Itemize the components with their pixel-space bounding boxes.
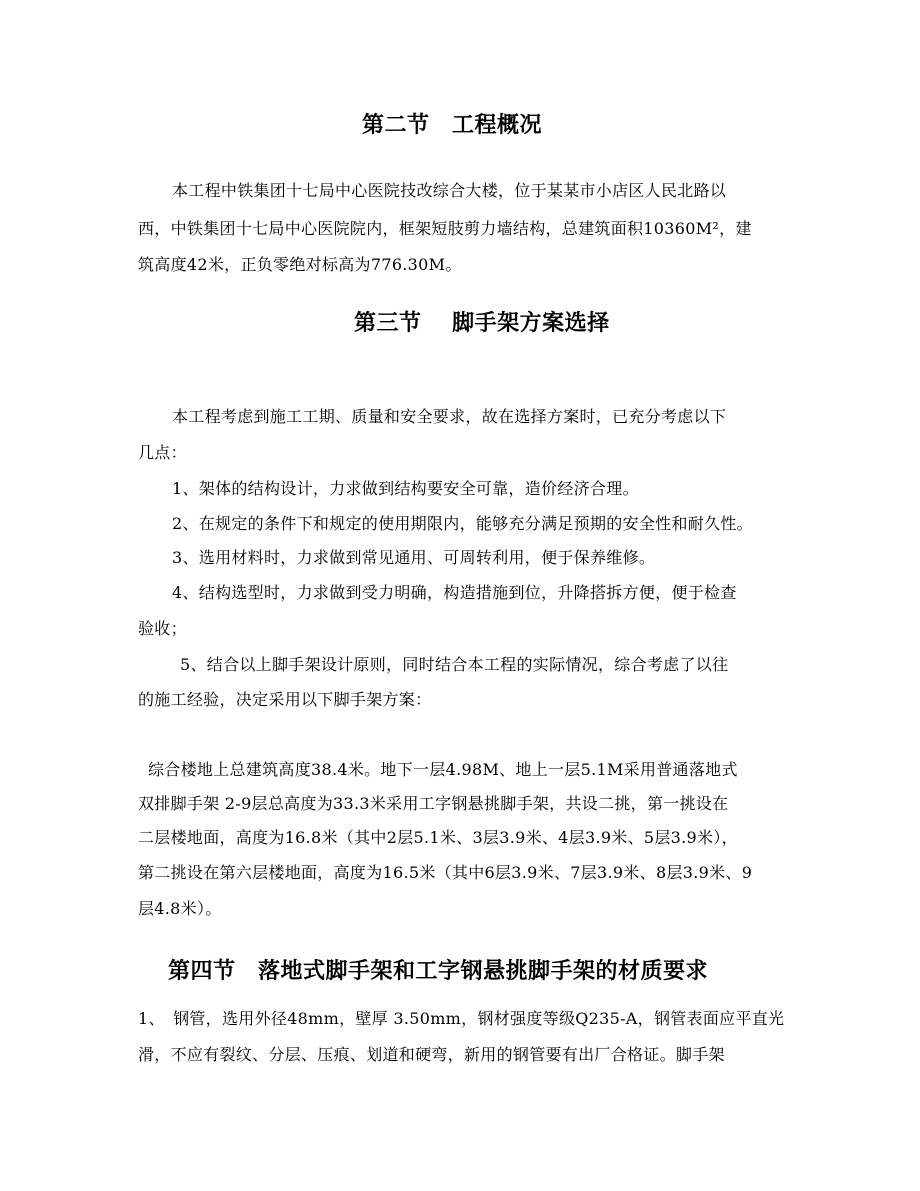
section-4-heading: 第四节 落地式脚手架和工字钢悬挑脚手架的材质要求 [168,959,709,984]
plan-line-1: 综合楼地上总建筑高度38.4米。地下一层4.98M、地上一层5.1M采用普通落地式 [148,760,738,779]
section-2-line-1: 本工程中铁集团十七局中心医院技改综合大楼，位于某某市小店区人民北路以 [172,181,727,200]
section-3-intro-line-2: 几点： [138,443,187,462]
plan-line-5: 层4.8米）。 [138,899,222,918]
point-4-line-2: 验收； [138,619,187,638]
section-2-heading: 第二节 工程概况 [362,113,543,138]
point-1: 1、架体的结构设计，力求做到结构要安全可靠，造价经济合理。 [172,479,639,498]
plan-line-4: 第二挑设在第六层楼地面，高度为16.5米（其中6层3.9米、7层3.9米、8层3.9米、9 [138,863,753,882]
section-3-heading: 第三节 脚手架方案选择 [354,311,610,336]
point-3: 3、选用材料时，力求做到常见通用、可周转利用，便于保养维修。 [172,548,656,567]
section-2-line-2: 西，中铁集团十七局中心医院院内，框架短肢剪力墙结构，总建筑面积10360M²，建 [138,219,752,238]
point-4-line-1: 4、结构选型时，力求做到受力明确，构造措施到位，升降搭拆方便，便于检查 [172,583,737,602]
point-5-line-2: 的施工经验，决定采用以下脚手架方案： [138,690,432,709]
point-5-line-1: 5、结合以上脚手架设计原则，同时结合本工程的实际情况，综合考虑了以往 [180,655,729,674]
plan-line-2: 双排脚手架 2-9层总高度为33.3米采用工字钢悬挑脚手架，共设二挑，第一挑设在 [138,794,729,813]
point-2: 2、在规定的条件下和规定的使用期限内，能够充分满足预期的安全性和耐久性。 [172,514,753,533]
section-3-intro-line-1: 本工程考虑到施工工期、质量和安全要求，故在选择方案时，已充分考虑以下 [172,407,727,426]
section-4-line-1: 1、 钢管，选用外径48mm，壁厚 3.50mm，钢材强度等级Q235-A，钢管表面应平直光 [138,1009,785,1028]
section-4-line-2: 滑，不应有裂纹、分层、压痕、划道和硬弯，新用的钢管要有出厂合格证。脚手架 [138,1045,725,1064]
section-2-line-3: 筑高度42米，正负零绝对标高为776.30M。 [138,255,462,274]
plan-line-3: 二层楼地面，高度为16.8米（其中2层5.1米、3层3.9米、4层3.9米、5层3.9米）， [138,828,738,847]
